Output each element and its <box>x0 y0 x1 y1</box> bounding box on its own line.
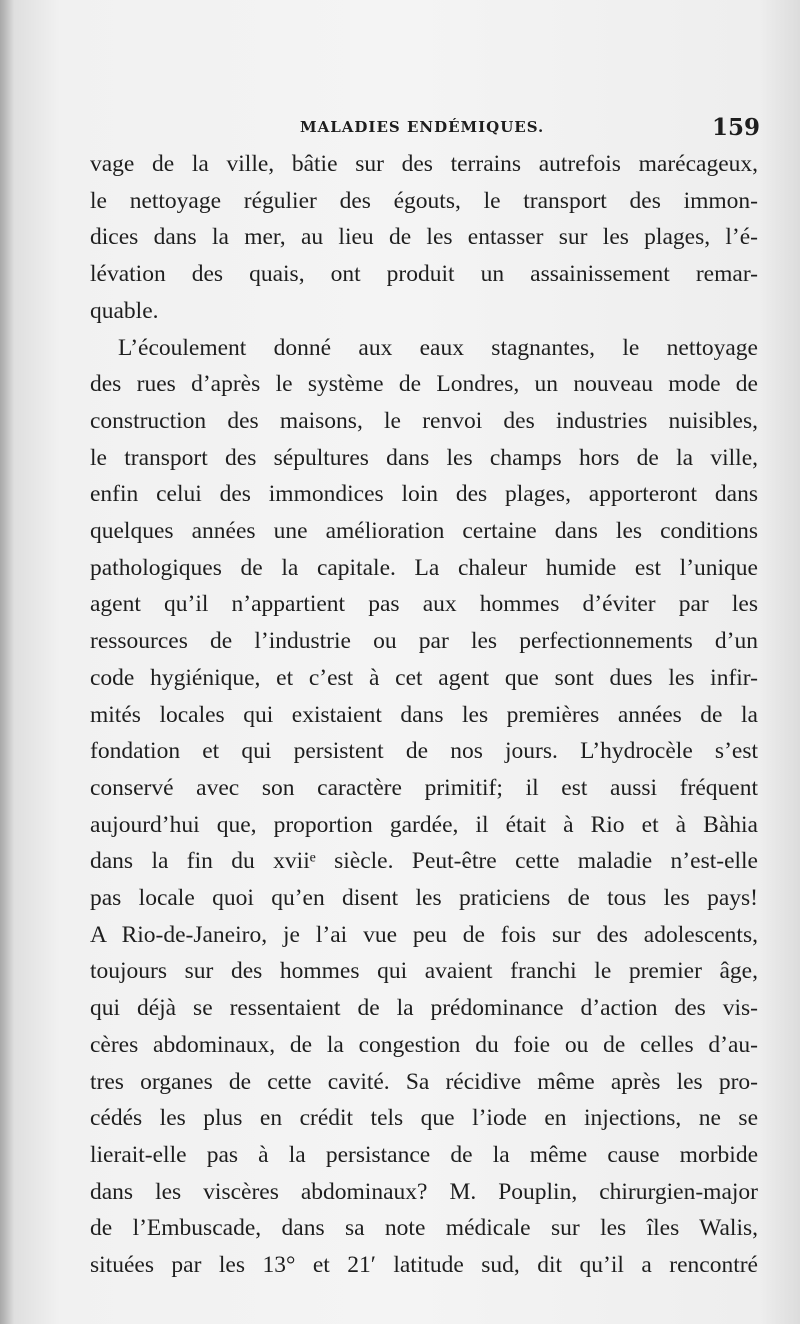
text-line: le transport des sépultures dans les champs hors de la ville, <box>90 444 758 471</box>
text-line: toujours sur des hommes qui avaient franchi le premier âge, <box>90 958 758 985</box>
text-line: fondation et qui persistent de nos jours. L’hydrocèle s’est <box>90 738 758 765</box>
text-line: cères abdominaux, de la congestion du foie ou de celles d’au- <box>90 1031 758 1058</box>
text-line: lévation des quais, ont produit un assainissement remar- <box>90 261 758 288</box>
page-number: 159 <box>711 114 760 141</box>
text-line: dans les viscères abdominaux? M. Pouplin, chirurgien-major <box>90 1178 758 1205</box>
text-line: dices dans la mer, au lieu de les entasser sur les plages, l’é- <box>90 224 758 251</box>
body-text <box>90 146 758 1284</box>
text-line: code hygiénique, et c’est à cet agent que sont dues les infir- <box>90 664 758 691</box>
text-line: L’écoulement donné aux eaux stagnantes, le nettoyage <box>118 334 758 361</box>
text-line: tres organes de cette cavité. Sa récidive même après les pro- <box>90 1068 758 1095</box>
text-line: qui déjà se ressentaient de la prédominance d’action des vis- <box>90 995 758 1022</box>
text-line: pas locale quoi qu’en disent les praticiens de tous les pays! <box>90 885 758 912</box>
text-line: pathologiques de la capitale. La chaleur humide est l’unique <box>90 554 758 581</box>
text-line: des rues d’après le système de Londres, un nouveau mode de <box>90 371 758 398</box>
text-line: mités locales qui existaient dans les premières années de la <box>90 701 758 728</box>
page-header <box>90 112 758 146</box>
text-line: A Rio-de-Janeiro, je l’ai vue peu de fois sur des adolescents, <box>90 921 758 948</box>
text-line: de l’Embuscade, dans sa note médicale sur les îles Walis, <box>90 1215 758 1242</box>
text-line: situées par les 13° et 21′ latitude sud, dit qu’il a rencontré <box>90 1252 758 1279</box>
book-page <box>90 112 758 1284</box>
text-line: vage de la ville, bâtie sur des terrains autrefois marécageux, <box>90 151 758 177</box>
text-line: le nettoyage régulier des égouts, le transport des immon- <box>90 187 758 214</box>
text-line: quelques années une amélioration certaine dans les conditions <box>90 518 758 545</box>
text-line: enfin celui des immondices loin des plages, apporteront dans <box>90 481 758 508</box>
text-line: dans la fin du xviiᵉ siècle. Peut-être cette maladie n’est-elle <box>90 848 758 875</box>
text-line: ressources de l’industrie ou par les perfectionnements d’un <box>90 628 758 655</box>
text-line: aujourd’hui que, proportion gardée, il était à Rio et à Bàhia <box>90 811 758 838</box>
text-line: construction des maisons, le renvoi des industries nuisibles, <box>90 407 758 434</box>
binding-shadow <box>0 0 14 1324</box>
text-line: agent qu’il n’appartient pas aux hommes d’éviter par les <box>90 591 758 618</box>
text-line: lierait-elle pas à la persistance de la même cause morbide <box>90 1141 758 1168</box>
running-title: MALADIES ENDÉMIQUES. <box>300 118 545 136</box>
text-line: cédés les plus en crédit tels que l’iode en injections, ne se <box>90 1105 758 1132</box>
text-line: quable. <box>90 297 159 324</box>
text-line: conservé avec son caractère primitif; il est aussi fréquent <box>90 774 758 801</box>
